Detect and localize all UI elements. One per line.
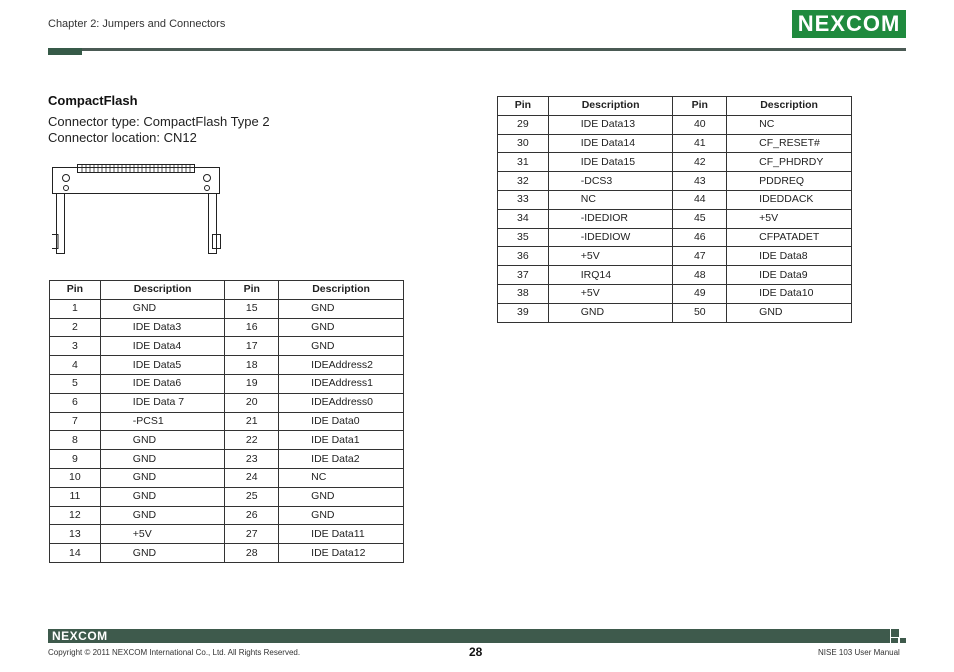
table-row [50, 450, 404, 469]
description-cell: +5V [100, 525, 225, 544]
pin-cell: 49 [673, 284, 727, 303]
description-cell: GND [727, 303, 852, 322]
description-cell: NC [727, 115, 852, 134]
description-cell: GND [548, 303, 673, 322]
pin-cell: 17 [225, 337, 279, 356]
header-rule [48, 48, 906, 51]
table-row [498, 209, 852, 228]
pin-cell: 14 [50, 544, 101, 563]
nexcom-logo: NEXCOM [792, 10, 906, 38]
header-pin: Pin [673, 97, 727, 116]
description-cell: IDEDDACK [727, 190, 852, 209]
pin-cell: 42 [673, 153, 727, 172]
table-row [50, 337, 404, 356]
pin-cell: 32 [498, 172, 549, 191]
description-cell: GND [279, 337, 404, 356]
pin-table-right [497, 96, 852, 323]
table-row [50, 544, 404, 563]
pin-cell: 22 [225, 431, 279, 450]
pin-cell: 36 [498, 247, 549, 266]
pin-cell: 25 [225, 487, 279, 506]
description-cell: IRQ14 [548, 266, 673, 285]
table-row [50, 318, 404, 337]
pin-table-left [49, 280, 404, 563]
description-cell: PDDREQ [727, 172, 852, 191]
pin-cell: 31 [498, 153, 549, 172]
table-row [50, 487, 404, 506]
table-row [50, 412, 404, 431]
pin-cell: 39 [498, 303, 549, 322]
description-cell: CF_PHDRDY [727, 153, 852, 172]
description-cell: IDE Data3 [100, 318, 225, 337]
table-row [50, 356, 404, 375]
description-cell: IDE Data2 [279, 450, 404, 469]
pin-cell: 27 [225, 525, 279, 544]
table-row [498, 134, 852, 153]
footer-square [891, 629, 899, 637]
copyright-text: Copyright © 2011 NEXCOM International Co., Ltd. All Rights Reserved. [48, 648, 301, 657]
description-cell: GND [100, 431, 225, 450]
pin-cell: 47 [673, 247, 727, 266]
description-cell: IDE Data15 [548, 153, 673, 172]
pin-cell: 13 [50, 525, 101, 544]
pin-cell: 50 [673, 303, 727, 322]
pin-cell: 26 [225, 506, 279, 525]
table-row [498, 190, 852, 209]
pin-cell: 11 [50, 487, 101, 506]
pin-cell: 10 [50, 468, 101, 487]
connector-type: Connector type: CompactFlash Type 2 [48, 114, 270, 129]
description-cell: -DCS3 [548, 172, 673, 191]
table-row [498, 228, 852, 247]
pin-cell: 20 [225, 393, 279, 412]
footer-square [900, 638, 906, 643]
chapter-title: Chapter 2: Jumpers and Connectors [48, 18, 226, 30]
description-cell: -PCS1 [100, 412, 225, 431]
description-cell: IDE Data0 [279, 412, 404, 431]
header-description: Description [100, 281, 225, 300]
header-description: Description [548, 97, 673, 116]
description-cell: +5V [548, 247, 673, 266]
pin-cell: 41 [673, 134, 727, 153]
pin-cell: 24 [225, 468, 279, 487]
pin-cell: 35 [498, 228, 549, 247]
description-cell: IDE Data8 [727, 247, 852, 266]
pin-cell: 8 [50, 431, 101, 450]
pin-cell: 29 [498, 115, 549, 134]
description-cell: +5V [548, 284, 673, 303]
description-cell: GND [279, 318, 404, 337]
pin-cell: 3 [50, 337, 101, 356]
description-cell: IDE Data 7 [100, 393, 225, 412]
header-description: Description [727, 97, 852, 116]
description-cell: GND [100, 450, 225, 469]
header-description: Description [279, 281, 404, 300]
header-rule-accent [48, 48, 82, 55]
header-pin: Pin [498, 97, 549, 116]
table-row [498, 115, 852, 134]
table-row [50, 506, 404, 525]
description-cell: GND [100, 487, 225, 506]
pin-cell: 1 [50, 299, 101, 318]
description-cell: CFPATADET [727, 228, 852, 247]
description-cell: IDE Data1 [279, 431, 404, 450]
table-row [50, 299, 404, 318]
pin-cell: 15 [225, 299, 279, 318]
description-cell: IDE Data13 [548, 115, 673, 134]
pin-cell: 30 [498, 134, 549, 153]
description-cell: -IDEDIOR [548, 209, 673, 228]
pin-cell: 34 [498, 209, 549, 228]
page-number: 28 [469, 645, 483, 659]
pin-cell: 19 [225, 374, 279, 393]
pin-cell: 44 [673, 190, 727, 209]
table-row [498, 284, 852, 303]
description-cell: IDE Data12 [279, 544, 404, 563]
description-cell: GND [100, 468, 225, 487]
description-cell: IDE Data11 [279, 525, 404, 544]
pin-cell: 43 [673, 172, 727, 191]
table-row [50, 393, 404, 412]
table-row [50, 468, 404, 487]
pin-cell: 46 [673, 228, 727, 247]
description-cell: GND [279, 506, 404, 525]
table-row [498, 153, 852, 172]
footer-bar [48, 629, 890, 643]
table-header-row [50, 281, 404, 300]
pin-cell: 9 [50, 450, 101, 469]
pin-cell: 40 [673, 115, 727, 134]
table-row [50, 431, 404, 450]
description-cell: IDEAddress2 [279, 356, 404, 375]
description-cell: IDE Data6 [100, 374, 225, 393]
table-row [50, 374, 404, 393]
pin-cell: 21 [225, 412, 279, 431]
table-row [50, 525, 404, 544]
section-title: CompactFlash [48, 93, 138, 108]
table-header-row [498, 97, 852, 116]
pin-cell: 2 [50, 318, 101, 337]
footer-nexcom-logo: NEXCOM [52, 629, 108, 643]
description-cell: IDE Data4 [100, 337, 225, 356]
connector-location: Connector location: CN12 [48, 130, 197, 145]
header-pin: Pin [50, 281, 101, 300]
pin-cell: 48 [673, 266, 727, 285]
manual-name: NISE 103 User Manual [818, 648, 900, 657]
description-cell: GND [100, 299, 225, 318]
description-cell: NC [548, 190, 673, 209]
description-cell: IDE Data5 [100, 356, 225, 375]
pin-cell: 16 [225, 318, 279, 337]
table-row [498, 266, 852, 285]
description-cell: CF_RESET# [727, 134, 852, 153]
description-cell: IDEAddress0 [279, 393, 404, 412]
description-cell: IDEAddress1 [279, 374, 404, 393]
description-cell: GND [100, 506, 225, 525]
pin-cell: 38 [498, 284, 549, 303]
pin-cell: 6 [50, 393, 101, 412]
pin-cell: 18 [225, 356, 279, 375]
pin-cell: 33 [498, 190, 549, 209]
description-cell: IDE Data14 [548, 134, 673, 153]
compactflash-connector-diagram [52, 164, 224, 262]
pin-cell: 28 [225, 544, 279, 563]
description-cell: GND [279, 299, 404, 318]
description-cell: GND [100, 544, 225, 563]
table-row [498, 303, 852, 322]
pin-cell: 5 [50, 374, 101, 393]
pin-cell: 12 [50, 506, 101, 525]
description-cell: IDE Data9 [727, 266, 852, 285]
pin-cell: 45 [673, 209, 727, 228]
description-cell: IDE Data10 [727, 284, 852, 303]
description-cell: NC [279, 468, 404, 487]
pin-cell: 23 [225, 450, 279, 469]
pin-cell: 37 [498, 266, 549, 285]
footer-square [891, 638, 898, 643]
description-cell: GND [279, 487, 404, 506]
header-pin: Pin [225, 281, 279, 300]
pin-cell: 4 [50, 356, 101, 375]
description-cell: +5V [727, 209, 852, 228]
table-row [498, 247, 852, 266]
pin-cell: 7 [50, 412, 101, 431]
table-row [498, 172, 852, 191]
description-cell: -IDEDIOW [548, 228, 673, 247]
